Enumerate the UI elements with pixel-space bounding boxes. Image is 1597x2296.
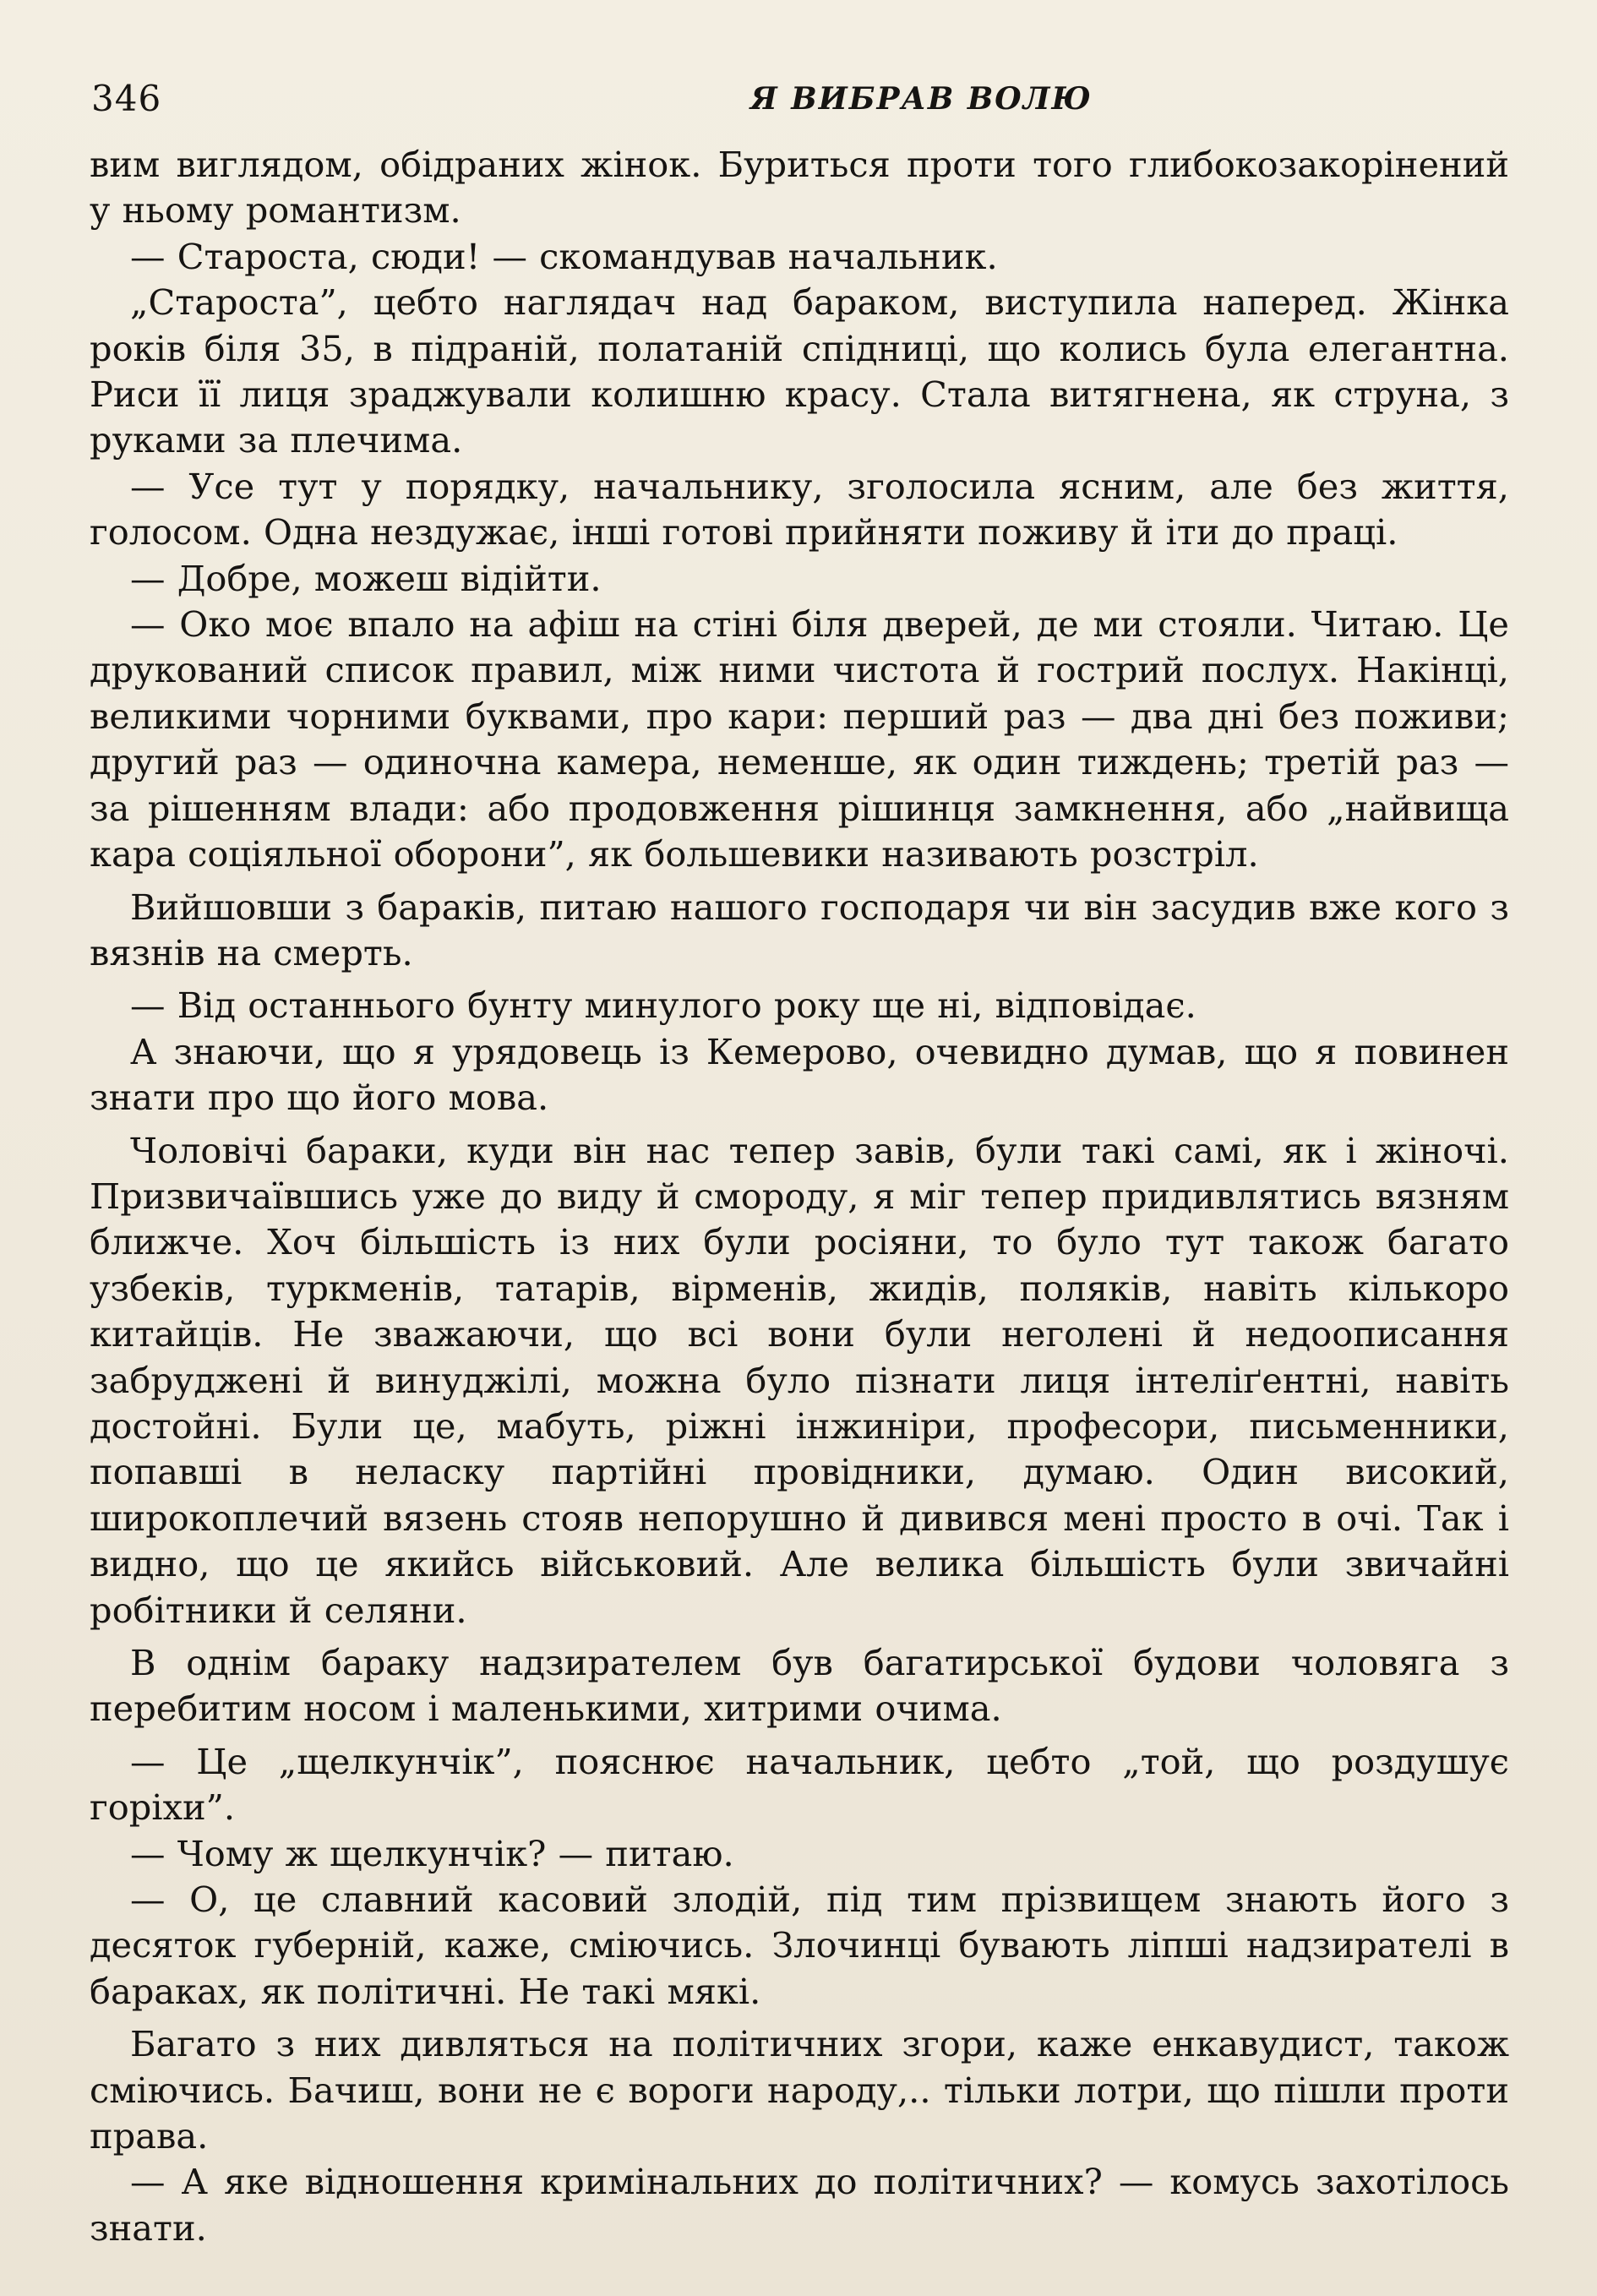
paragraph-2: — Староста, сюди! — скомандував начальник. bbox=[130, 235, 998, 277]
paragraph-12: — Це „щелкунчік”, пояснює начальник, цебто „той, що роздушує горіхи”. bbox=[90, 1740, 1509, 1829]
paragraph-1: вим виглядом, обідраних жінок. Буриться проти того глибокозакорінений у ньому романтизм. bbox=[90, 144, 1509, 232]
page-number: 346 bbox=[91, 78, 162, 119]
paragraph-11: В однім бараку надзирателем був багатирської будови чоловяга з перебитим носом і маленькими, хитрими очима. bbox=[90, 1642, 1509, 1730]
paragraph-5: — Добре, можеш відійти. bbox=[130, 557, 602, 599]
paragraph-4: — Усе тут у порядку, начальнику, зголосила ясним, але без життя, голосом. Одна нездужає, інші готові прийняти поживу й іти до праці. bbox=[90, 465, 1509, 554]
paragraph-9: А знаючи, що я урядовець із Кемерово, очевидно думав, що я повинен знати про що його мова. bbox=[90, 1030, 1509, 1119]
page-body bbox=[90, 142, 1509, 2251]
paragraph-7: Вийшовши з бараків, питаю нашого господаря чи він засудив вже кого з вязнів на смерть. bbox=[90, 886, 1509, 973]
page-header bbox=[91, 78, 1513, 125]
paragraph-16: — А яке відношення кримінальних до політичних? — комусь захотілось знати. bbox=[90, 2161, 1509, 2249]
paragraph-15: Багато з них дивляться на політичних згори, каже енкавудист, також сміючись. Бачиш, вони не є вороги народу,.. тільки лотри, що пішли проти права. bbox=[90, 2023, 1509, 2157]
paragraph-8: — Від останнього бунту минулого року ще ні, відповідає. bbox=[130, 984, 1196, 1027]
running-title: Я ВИБРАВ ВОЛЮ bbox=[750, 81, 1093, 117]
paragraph-10: Чоловічі бараки, куди він нас тепер завів, були такі самі, як і жіночі. Призвичаївшись уже до виду й смороду, я міг тепер придивлятись вязням ближче. Хоч більшість із них були росіяни, то було тут також багато узбеків, туркменів, татарів, вірменів, жидів, поляків, навіть кількоро китайців. Не зважаючи, що всі вони були неголені й недоописання забруджені й винуджілі, можна було пізнати лиця інтеліґентні, навіть достойні. Були це, мабуть, ріжні інжиніри, професори, письменники, попавші в неласку партійні провідники, думаю. Один високий, широкоплечий вязень стояв непорушно й дивився мені просто в очі. Так і видно, що це якийсь військовий. Але велика більшість були звичайні робітники й селяни. bbox=[90, 1129, 1509, 1631]
paragraph-3: „Староста”, цебто наглядач над бараком, виступила наперед. Жінка років біля 35, в підраній, полатаній спідниці, що колись була елегантна. Риси її лиця зраджували колишню красу. Стала витягнена, як струна, з руками за плечима. bbox=[90, 281, 1509, 461]
paragraph-14: — О, це славний касовий злодій, під тим прізвищем знають його з десяток губерній, каже, сміючись. Злочинці бувають ліпші надзирателі в бараках, як політичні. Не такі мякі. bbox=[90, 1879, 1509, 2012]
paragraph-6: — Око моє впало на афіш на стіні біля дверей, де ми стояли. Читаю. Це друкований список правил, між ними чистота й гострий послух. Накінці, великими чорними буквами, про кари: перший раз — два дні без поживи; другий раз — одиночна камера, неменше, як один тиждень; третій раз — за рішенням влади: або продовження рішинця замкнення, або „найвища кара соціяльної оборони”, як большевики називають розстріл. bbox=[90, 603, 1509, 875]
paragraph-13: — Чому ж щелкунчік? — питаю. bbox=[130, 1832, 734, 1874]
